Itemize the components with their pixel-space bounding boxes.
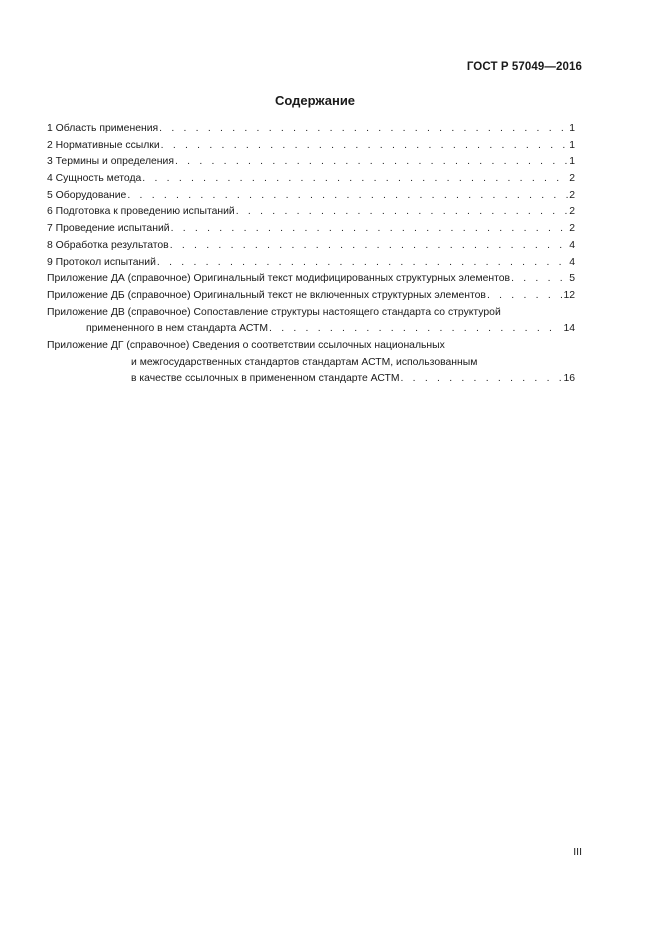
- toc-entry-label: 5 Оборудование: [47, 189, 127, 201]
- leader-dots: [487, 288, 562, 305]
- toc-entry-page: 2: [569, 189, 575, 201]
- toc-entry[interactable]: [47, 255, 575, 272]
- toc-entry-label-continued: и межгосударственных стандартов стандартам АСТМ, использованным: [131, 356, 478, 368]
- toc-entry-label-continued: примененного в нем стандарта АСТМ: [86, 323, 269, 335]
- leader-dots: [269, 321, 562, 338]
- toc-entry[interactable]: [47, 221, 575, 238]
- toc-entry-page: 2: [569, 173, 575, 185]
- toc-entry-label: 7 Проведение испытаний: [47, 223, 170, 235]
- toc-entry[interactable]: [47, 171, 575, 188]
- toc-entry-page: 4: [569, 239, 575, 251]
- toc-entry-page: 2: [569, 223, 575, 235]
- toc-entry-page: 16: [563, 373, 575, 385]
- leader-dots: [171, 221, 569, 238]
- toc-entry-page: 14: [563, 323, 575, 335]
- toc-entry-label: 6 Подготовка к проведению испытаний: [47, 206, 235, 218]
- toc-entry-page: 2: [569, 206, 575, 218]
- toc-entry[interactable]: [47, 154, 575, 171]
- toc-entry-page: 1: [569, 156, 575, 168]
- standard-code: ГОСТ Р 57049—2016: [466, 61, 582, 73]
- page-title: Содержание: [274, 93, 356, 108]
- toc-entry[interactable]: [47, 138, 575, 155]
- toc-entry[interactable]: [47, 188, 575, 205]
- toc-entry-label: 1 Область применения: [47, 123, 159, 134]
- toc-entry-page: 12: [563, 289, 575, 301]
- leader-dots: [170, 238, 569, 255]
- toc-entry-page: 1: [569, 139, 575, 151]
- leader-dots: [401, 371, 563, 388]
- toc-entry-label: 8 Обработка результатов: [47, 239, 169, 251]
- toc-entry[interactable]: [47, 238, 575, 255]
- leader-dots: [236, 204, 568, 221]
- leader-dots: [142, 171, 568, 188]
- toc-entry-label: 2 Нормативные ссылки: [47, 139, 160, 151]
- toc-entry-page: 4: [569, 256, 575, 268]
- leader-dots: [127, 188, 568, 205]
- leader-dots: [157, 255, 568, 272]
- toc-entry[interactable]: [47, 288, 575, 305]
- toc-entry-label: 9 Протокол испытаний: [47, 256, 156, 268]
- toc-entry-label: Приложение ДА (справочное) Оригинальный текст модифицированных структурных элементов: [47, 273, 511, 285]
- page-number: III: [573, 846, 582, 858]
- toc-entry[interactable]: [47, 204, 575, 221]
- leader-dots: [511, 271, 568, 288]
- toc-entry-label: Приложение ДБ (справочное) Оригинальный текст не включенных структурных элементов: [47, 289, 486, 301]
- leader-dots: [175, 154, 568, 171]
- toc-entry-label: 4 Сущность метода: [47, 173, 142, 185]
- toc-entry-label-continued: в качестве ссылочных в примененном стандарте АСТМ: [131, 373, 400, 385]
- table-of-contents: [47, 121, 575, 388]
- toc-entry-appendix-dg[interactable]: [47, 338, 575, 388]
- toc-entry-label: 3 Термины и определения: [47, 156, 174, 168]
- toc-entry[interactable]: [47, 271, 575, 288]
- leader-dots: [161, 138, 569, 155]
- toc-entry-appendix-dv[interactable]: [47, 305, 575, 338]
- toc-entry-page: 5: [569, 273, 575, 285]
- toc-entry-page: 1: [569, 123, 575, 134]
- toc-entry[interactable]: [47, 121, 575, 138]
- leader-dots: [159, 121, 568, 138]
- toc-entry-label: Приложение ДГ (справочное) Сведения о соответствии ссылочных национальных: [47, 339, 445, 351]
- toc-entry-label: Приложение ДВ (справочное) Сопоставление структуры настоящего стандарта со структурой: [47, 306, 501, 318]
